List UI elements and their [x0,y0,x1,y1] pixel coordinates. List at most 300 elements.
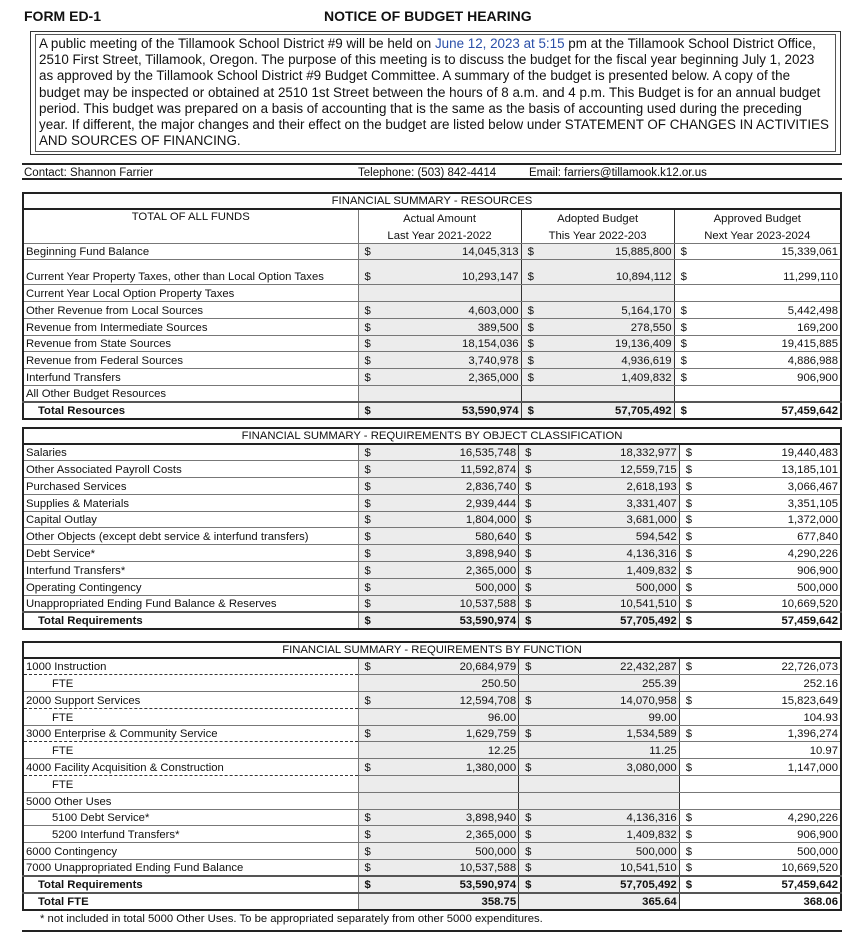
table-row [23,318,841,335]
amount-cell: 14,070,958 [539,692,680,709]
currency-symbol: $ [519,562,539,579]
amount-cell: 5,164,170 [541,302,674,319]
table-row [23,335,841,352]
currency-symbol: $ [679,444,699,461]
amount-cell: 57,705,492 [539,876,680,893]
amount-cell: 3,066,467 [699,478,841,495]
table-row [23,595,841,612]
currency-symbol: $ [358,578,378,595]
currency-symbol: $ [674,260,694,285]
currency-symbol: $ [358,494,378,511]
row-label: 2000 Support Services [23,692,358,709]
currency-symbol: $ [519,860,539,877]
amount-cell: 57,459,642 [694,402,841,419]
currency-symbol: $ [358,826,378,843]
column-header: Adopted Budget [521,209,674,226]
currency-symbol: $ [358,243,378,260]
amount-cell [694,386,841,403]
table-row [23,809,841,826]
table-row [23,843,841,860]
row-label: Unappropriated Ending Fund Balance & Reserves [23,595,358,612]
form-id: FORM ED-1 [24,8,101,24]
currency-symbol: $ [519,843,539,860]
table-row [23,658,841,675]
currency-symbol: $ [519,759,539,776]
table-row [23,876,841,893]
label-header: TOTAL OF ALL FUNDS [23,209,358,243]
amount-cell: 12,559,715 [539,461,680,478]
amount-cell: 10,537,588 [378,595,519,612]
currency-symbol: $ [521,335,541,352]
column-subheader: This Year 2022-203 [521,226,674,243]
table-row [23,461,841,478]
currency-symbol: $ [521,352,541,369]
row-label: Total Resources [23,402,358,419]
row-label: FTE [23,742,358,759]
amount-cell [699,792,841,809]
currency-symbol [519,776,539,793]
currency-symbol [358,893,378,910]
table-row [23,352,841,369]
amount-cell: 1,380,000 [378,759,519,776]
currency-symbol: $ [358,352,378,369]
amount-cell [699,776,841,793]
amount-cell [378,386,521,403]
currency-symbol [674,386,694,403]
currency-symbol: $ [679,511,699,528]
currency-symbol [519,708,539,725]
row-label: FTE [23,776,358,793]
currency-symbol: $ [519,612,539,629]
row-label: All Other Budget Resources [23,386,358,403]
currency-symbol: $ [679,562,699,579]
currency-symbol: $ [358,692,378,709]
currency-symbol: $ [519,725,539,742]
amount-cell: 1,409,832 [541,369,674,386]
amount-cell: 1,629,759 [378,725,519,742]
row-label: 3000 Enterprise & Community Service [23,725,358,742]
amount-cell: 15,823,649 [699,692,841,709]
table-row [23,369,841,386]
currency-symbol [358,742,378,759]
section-title: FINANCIAL SUMMARY - RESOURCES [23,193,841,209]
amount-cell: 10,669,520 [699,860,841,877]
row-label: Debt Service* [23,545,358,562]
amount-cell [541,386,674,403]
row-label: Other Revenue from Local Sources [23,302,358,319]
amount-cell: 1,534,589 [539,725,680,742]
row-label: Other Objects (except debt service & interfund transfers) [23,528,358,545]
table-row [23,860,841,877]
amount-cell: 389,500 [378,318,521,335]
currency-symbol [679,776,699,793]
currency-symbol: $ [674,302,694,319]
amount-cell: 14,045,313 [378,243,521,260]
currency-symbol: $ [358,318,378,335]
amount-cell: 16,535,748 [378,444,519,461]
contact-line [22,163,842,180]
currency-symbol [674,285,694,302]
row-label: Current Year Property Taxes, other than Local Option Taxes [23,260,358,285]
currency-symbol: $ [358,302,378,319]
amount-cell: 10,669,520 [699,595,841,612]
amount-cell: 18,154,036 [378,335,521,352]
row-label: Interfund Transfers [23,369,358,386]
amount-cell: 10,537,588 [378,860,519,877]
currency-symbol: $ [358,511,378,528]
amount-cell: 11,592,874 [378,461,519,478]
currency-symbol: $ [519,692,539,709]
amount-cell: 53,590,974 [378,612,519,629]
currency-symbol: $ [519,826,539,843]
row-label: FTE [23,675,358,692]
amount-cell: 3,080,000 [539,759,680,776]
table-row [23,893,841,910]
amount-cell [694,285,841,302]
amount-cell [541,285,674,302]
amount-cell: 4,290,226 [699,809,841,826]
amount-cell: 1,409,832 [539,826,680,843]
currency-symbol: $ [358,369,378,386]
amount-cell: 1,147,000 [699,759,841,776]
currency-symbol: $ [358,335,378,352]
currency-symbol: $ [679,759,699,776]
currency-symbol: $ [519,511,539,528]
amount-cell [539,792,680,809]
currency-symbol: $ [358,562,378,579]
currency-symbol: $ [519,461,539,478]
amount-cell: 255.39 [539,675,680,692]
currency-symbol [358,386,378,403]
table-row [23,826,841,843]
currency-symbol: $ [358,595,378,612]
currency-symbol: $ [519,478,539,495]
currency-symbol: $ [358,876,378,893]
amount-cell: 1,804,000 [378,511,519,528]
amount-cell: 3,898,940 [378,545,519,562]
row-label: Current Year Local Option Property Taxes [23,285,358,302]
currency-symbol: $ [679,860,699,877]
row-label: Total Requirements [23,876,358,893]
function-table [22,641,842,911]
table-row [23,545,841,562]
amount-cell: 580,640 [378,528,519,545]
currency-symbol [679,675,699,692]
amount-cell: 22,432,287 [539,658,680,675]
currency-symbol: $ [674,402,694,419]
currency-symbol: $ [674,243,694,260]
currency-symbol: $ [679,809,699,826]
currency-symbol: $ [519,876,539,893]
currency-symbol: $ [358,528,378,545]
currency-symbol: $ [679,826,699,843]
currency-symbol: $ [358,444,378,461]
amount-cell: 2,939,444 [378,494,519,511]
currency-symbol: $ [679,478,699,495]
table-row [23,759,841,776]
currency-symbol: $ [358,809,378,826]
amount-cell: 1,409,832 [539,562,680,579]
currency-symbol: $ [358,612,378,629]
row-label: Revenue from State Sources [23,335,358,352]
amount-cell: 1,372,000 [699,511,841,528]
currency-symbol: $ [358,759,378,776]
table-row [23,562,841,579]
table-row [23,792,841,809]
amount-cell [539,776,680,793]
currency-symbol: $ [679,494,699,511]
row-label: FTE [23,708,358,725]
currency-symbol: $ [358,658,378,675]
amount-cell: 3,740,978 [378,352,521,369]
amount-cell: 13,185,101 [699,461,841,478]
amount-cell: 12.25 [378,742,519,759]
amount-cell: 365.64 [539,893,680,910]
currency-symbol [519,792,539,809]
currency-symbol [519,893,539,910]
amount-cell: 1,396,274 [699,725,841,742]
currency-symbol: $ [679,658,699,675]
currency-symbol: $ [679,612,699,629]
amount-cell: 5,442,498 [694,302,841,319]
amount-cell: 10,894,112 [541,260,674,285]
amount-cell: 22,726,073 [699,658,841,675]
amount-cell: 4,290,226 [699,545,841,562]
amount-cell: 2,618,193 [539,478,680,495]
amount-cell: 4,136,316 [539,809,680,826]
row-label: 5100 Debt Service* [23,809,358,826]
amount-cell: 10,541,510 [539,595,680,612]
amount-cell: 2,365,000 [378,562,519,579]
amount-cell: 3,351,105 [699,494,841,511]
amount-cell: 594,542 [539,528,680,545]
amount-cell: 4,136,316 [539,545,680,562]
footnote: * not included in total 5000 Other Uses. To be appropriated separately from other 5000 expenditures. [40,913,543,925]
table-row [23,692,841,709]
amount-cell: 57,459,642 [699,876,841,893]
amount-cell: 169,200 [694,318,841,335]
amount-cell: 57,705,492 [541,402,674,419]
amount-cell: 57,459,642 [699,612,841,629]
amount-cell [378,285,521,302]
table-row [23,528,841,545]
amount-cell: 906,900 [699,562,841,579]
row-label: Purchased Services [23,478,358,495]
currency-symbol [679,708,699,725]
currency-symbol: $ [358,725,378,742]
section-title: FINANCIAL SUMMARY - REQUIREMENTS BY FUNCTION [23,642,841,658]
table-row [23,444,841,461]
currency-symbol: $ [358,860,378,877]
row-label: Other Associated Payroll Costs [23,461,358,478]
amount-cell: 11.25 [539,742,680,759]
amount-cell: 4,603,000 [378,302,521,319]
amount-cell: 20,684,979 [378,658,519,675]
table-row [23,386,841,403]
currency-symbol: $ [679,876,699,893]
amount-cell: 358.75 [378,893,519,910]
amount-cell: 500,000 [378,578,519,595]
currency-symbol: $ [358,545,378,562]
amount-cell [378,776,519,793]
currency-symbol: $ [674,318,694,335]
amount-cell: 906,900 [699,826,841,843]
column-header: Approved Budget [713,213,801,225]
row-label: 5200 Interfund Transfers* [23,826,358,843]
row-label: Revenue from Federal Sources [23,352,358,369]
currency-symbol: $ [519,494,539,511]
currency-symbol: $ [358,478,378,495]
amount-cell: 104.93 [699,708,841,725]
amount-cell: 500,000 [699,843,841,860]
amount-cell: 19,440,483 [699,444,841,461]
column-subheader: Next Year 2023-2024 [674,226,841,243]
amount-cell: 500,000 [378,843,519,860]
table-row [23,675,841,692]
amount-cell: 10,293,147 [378,260,521,285]
currency-symbol: $ [519,444,539,461]
amount-cell: 15,885,800 [541,243,674,260]
currency-symbol: $ [679,578,699,595]
currency-symbol: $ [679,461,699,478]
table-row [23,302,841,319]
amount-cell: 12,594,708 [378,692,519,709]
row-label: 6000 Contingency [23,843,358,860]
currency-symbol: $ [521,318,541,335]
notice-text: A public meeting of the Tillamook School District #9 will be held on [39,36,435,51]
amount-cell: 2,836,740 [378,478,519,495]
table-row [23,243,841,260]
amount-cell: 3,681,000 [539,511,680,528]
amount-cell: 99.00 [539,708,680,725]
table-row [23,708,841,725]
amount-cell: 500,000 [699,578,841,595]
amount-cell: 53,590,974 [378,876,519,893]
amount-cell: 677,840 [699,528,841,545]
currency-symbol: $ [519,809,539,826]
currency-symbol: $ [519,658,539,675]
table-row [23,725,841,742]
contact-name: Contact: Shannon Farrier [24,167,154,179]
currency-symbol [519,675,539,692]
divider [22,930,842,932]
amount-cell [378,792,519,809]
contact-phone: Telephone: (503) 842-4414 [358,167,497,179]
meeting-date: June 12, 2023 at 5:15 [434,36,565,51]
table-row [23,285,841,302]
amount-cell: 278,550 [541,318,674,335]
currency-symbol: $ [679,595,699,612]
amount-cell: 10,541,510 [539,860,680,877]
amount-cell: 10.97 [699,742,841,759]
table-row [23,402,841,419]
currency-symbol [358,776,378,793]
currency-symbol: $ [519,528,539,545]
amount-cell: 4,886,988 [694,352,841,369]
amount-cell: 57,705,492 [539,612,680,629]
row-label: Interfund Transfers* [23,562,358,579]
amount-cell: 53,590,974 [378,402,521,419]
amount-cell: 500,000 [539,578,680,595]
amount-cell: 500,000 [539,843,680,860]
currency-symbol: $ [358,402,378,419]
object-classification-table [22,427,842,630]
currency-symbol: $ [679,545,699,562]
notice-text-cont: pm at the Tillamook School District Office, 2510 First Street, Tillamook, Oregon. The purpose of this meeting is to discuss the budget for the fiscal year beginning July 1, 2023 as approved by the Tillamook School District #9 Budget Committee. A summary of the budget is presented below. A copy of the budget may be inspected or obtained at 2510 1st Street between the hours of 8 a.m. and 4 p.m. This Budget is for an annual budget period. This budget was prepared on a basis of accounting that is the same as the basis of accounting used during the preceding year. If different, the major changes and their effect on the budget are listed below under STATEMENT OF CHANGES IN ACTIVITIES AND SOURCES OF FINANCING. [39,36,829,149]
currency-symbol: $ [521,402,541,419]
row-label: 1000 Instruction [23,658,358,675]
currency-symbol [358,285,378,302]
currency-symbol: $ [679,725,699,742]
row-label: 5000 Other Uses [23,792,358,809]
currency-symbol: $ [519,545,539,562]
amount-cell: 15,339,061 [694,243,841,260]
table-row [23,494,841,511]
currency-symbol: $ [674,335,694,352]
currency-symbol [519,742,539,759]
currency-symbol: $ [679,528,699,545]
table-row [23,478,841,495]
amount-cell: 96.00 [378,708,519,725]
row-label: 4000 Facility Acquisition & Construction [23,759,358,776]
section-title: FINANCIAL SUMMARY - REQUIREMENTS BY OBJECT CLASSIFICATION [23,428,841,444]
amount-cell: 250.50 [378,675,519,692]
table-row [23,511,841,528]
currency-symbol [358,675,378,692]
currency-symbol [358,708,378,725]
currency-symbol: $ [521,260,541,285]
row-label: Total FTE [23,893,358,910]
currency-symbol [521,285,541,302]
amount-cell: 3,898,940 [378,809,519,826]
currency-symbol: $ [358,260,378,285]
currency-symbol: $ [521,369,541,386]
currency-symbol: $ [679,692,699,709]
currency-symbol [679,792,699,809]
row-label: Revenue from Intermediate Sources [23,318,358,335]
contact-email[interactable]: Email: farriers@tillamook.k12.or.us [529,167,707,179]
amount-cell: 2,365,000 [378,369,521,386]
amount-cell: 11,299,110 [694,260,841,285]
amount-cell: 2,365,000 [378,826,519,843]
currency-symbol: $ [674,369,694,386]
resources-table [22,192,842,420]
currency-symbol [358,792,378,809]
column-header: Actual Amount [358,209,521,226]
currency-symbol [521,386,541,403]
row-label: Supplies & Materials [23,494,358,511]
row-label: 7000 Unappropriated Ending Fund Balance [23,860,358,877]
row-label: Operating Contingency [23,578,358,595]
table-row [23,578,841,595]
row-label: Beginning Fund Balance [23,243,358,260]
currency-symbol: $ [519,595,539,612]
currency-symbol [679,742,699,759]
currency-symbol: $ [358,843,378,860]
amount-cell: 252.16 [699,675,841,692]
amount-cell: 18,332,977 [539,444,680,461]
row-label: Capital Outlay [23,511,358,528]
amount-cell: 4,936,619 [541,352,674,369]
currency-symbol: $ [519,578,539,595]
currency-symbol: $ [674,352,694,369]
table-row [23,260,841,285]
column-subheader: Last Year 2021-2022 [358,226,521,243]
table-row [23,776,841,793]
currency-symbol: $ [521,243,541,260]
row-label: Total Requirements [23,612,358,629]
table-row [23,742,841,759]
